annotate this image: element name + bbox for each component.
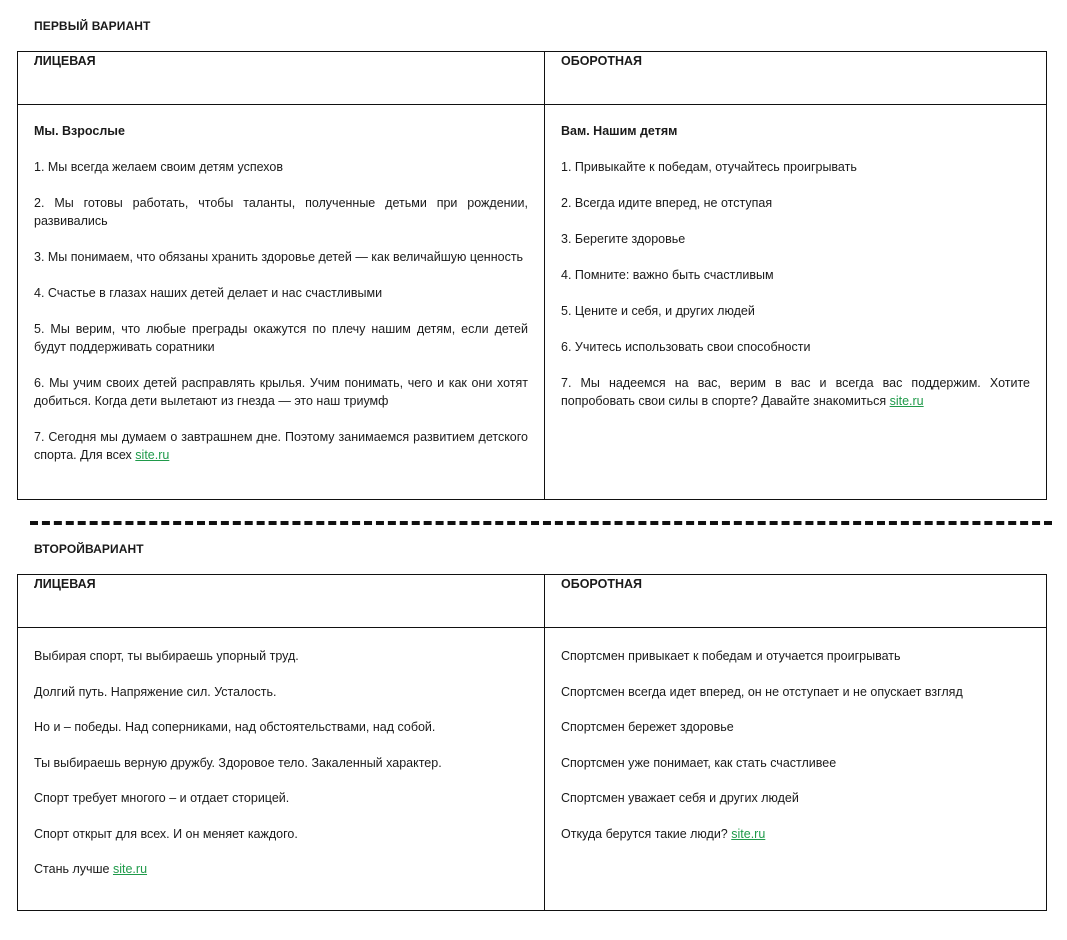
list-item: Выбирая спорт, ты выбираешь упорный труд. xyxy=(34,649,299,663)
list-item: Спорт открыт для всех. И он меняет каждого. xyxy=(34,826,298,841)
list-item: 1. Привыкайте к победам, отучайтесь проигрывать xyxy=(561,160,857,174)
variant2-title: ВТОРОЙВАРИАНТ xyxy=(34,542,144,556)
variant2-front-header: ЛИЦЕВАЯ xyxy=(18,575,545,628)
list-item: Спортсмен бережет здоровье xyxy=(561,720,734,734)
list-item: Спортсмен привыкает к победам и отучается проигрывать xyxy=(561,649,901,663)
dashed-separator xyxy=(30,521,1052,525)
variant1-table xyxy=(17,51,1047,500)
list-item: 6. Учитесь использовать свои способности xyxy=(561,340,811,354)
list-item: 6. Мы учим своих детей расправлять крылья. Учим понимать, чего и как они хотят добиться. Когда дети вылетают из гнезда — это наш триумф xyxy=(34,376,528,408)
site-link[interactable]: site.ru xyxy=(889,394,924,408)
variant1-back-header: ОБОРОТНАЯ xyxy=(545,52,1047,105)
list-item: 1. Мы всегда желаем своим детям успехов xyxy=(34,160,283,174)
variant1-front-header: ЛИЦЕВАЯ xyxy=(18,52,545,105)
list-item xyxy=(561,374,1030,410)
variant1-front-title: Мы. Взрослые xyxy=(34,124,125,138)
list-item: Спортсмен уважает себя и других людей xyxy=(561,791,799,805)
list-item-text: Стань лучше xyxy=(34,862,110,876)
site-link[interactable]: site.ru xyxy=(112,862,148,876)
site-link[interactable]: site.ru xyxy=(731,826,766,841)
list-item xyxy=(561,825,1030,843)
list-item: 3. Мы понимаем, что обязаны хранить здоровье детей — как величайшую ценность xyxy=(34,250,524,264)
list-item xyxy=(34,428,528,464)
list-item: Спортсмен всегда идет вперед, он не отступает и не опускает взгляд xyxy=(561,684,963,699)
list-item: Долгий путь. Напряжение сил. Усталость. xyxy=(34,684,277,699)
list-item: 3. Берегите здоровье xyxy=(561,232,686,246)
list-item: Спортсмен уже понимает, как стать счастливее xyxy=(561,755,837,770)
variant2-table xyxy=(17,574,1047,911)
list-item: Спорт требует многого – и отдает сторицей. xyxy=(34,791,290,805)
list-item-text: Откуда берутся такие люди? xyxy=(561,826,728,841)
list-item: 4. Счастье в глазах наших детей делает и нас счастливыми xyxy=(34,286,383,300)
list-item-text: 7. Сегодня мы думаем о завтрашнем дне. Поэтому занимаемся развитием детского спорта. Для всех xyxy=(34,430,528,462)
list-item xyxy=(34,860,528,878)
variant1-back-title: Вам. Нашим детям xyxy=(561,124,678,138)
list-item: 4. Помните: важно быть счастливым xyxy=(561,268,774,282)
variant2-back-header: ОБОРОТНАЯ xyxy=(545,575,1047,628)
list-item: Ты выбираешь верную дружбу. Здоровое тело. Закаленный характер. xyxy=(34,755,442,770)
list-item-text: 7. Мы надеемся на вас, верим в вас и всегда вас поддержим. Хотите попробовать свои силы в спорте? Давайте знакомиться xyxy=(561,376,1030,408)
variant1-front-column xyxy=(18,105,545,500)
list-item: 2. Всегда идите вперед, не отступая xyxy=(561,196,773,210)
variant1-title: ПЕРВЫЙ ВАРИАНТ xyxy=(34,19,151,33)
site-link[interactable]: site.ru xyxy=(135,448,170,462)
variant2-front-column xyxy=(18,628,545,911)
list-item: 5. Цените и себя, и других людей xyxy=(561,304,755,318)
list-item: 2. Мы готовы работать, чтобы таланты, полученные детьми при рождении, развивались xyxy=(34,196,528,228)
variant1-back-column xyxy=(545,105,1047,500)
list-item: 5. Мы верим, что любые преграды окажутся по плечу нашим детям, если детей будут поддерживать соратники xyxy=(34,322,528,354)
list-item: Но и – победы. Над соперниками, над обстоятельствами, над собой. xyxy=(34,720,436,734)
variant2-back-column xyxy=(545,628,1047,911)
